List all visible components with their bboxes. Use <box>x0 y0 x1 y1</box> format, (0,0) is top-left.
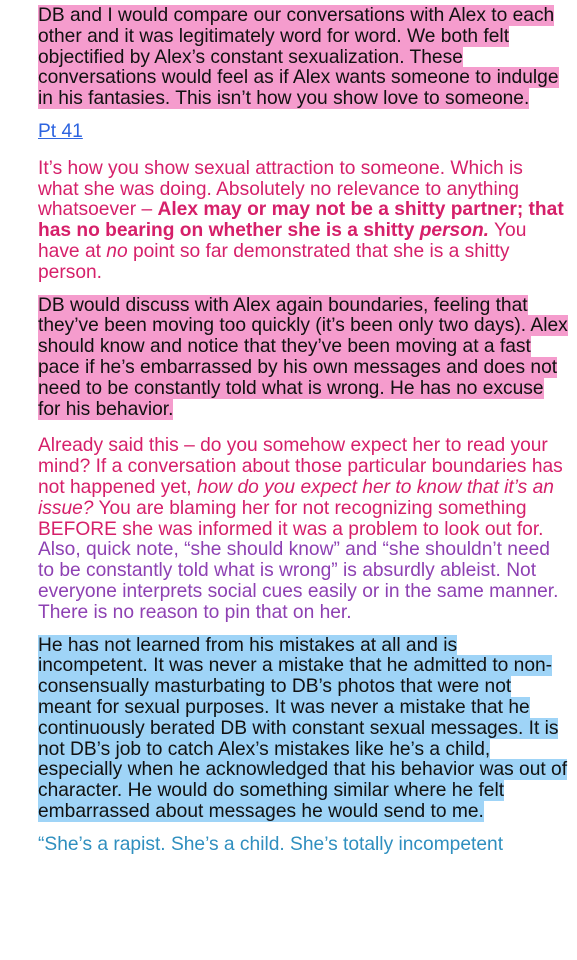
response-text: Already said this – do you somehow expect her to read your mind? If a conversation about those particular boundaries has not happened yet, <box>38 435 563 498</box>
response-bold-italic-text: person. <box>419 220 490 242</box>
response-text: point so far demonstrated that she is a shitty person. <box>38 240 510 283</box>
response-italic-text: no <box>106 240 128 262</box>
response-paragraph-2 <box>38 436 568 623</box>
response-purple-text: Also, quick note, “she should know” and “she shouldn’t need to be constantly told what is wrong” is absurdly ableist. Not everyone interprets social cues easily or in the same manner. There is no reason to pin that on her. <box>38 539 559 623</box>
highlighted-text: DB and I would compare our conversations with Alex to each other and it was legitimately word for word. We both felt objectified by Alex’s constant sexualization. These conversations would feel as if Alex wants someone to indulge in his fantasies. This isn’t how you show love to someone. <box>38 5 559 110</box>
response-bold-text: Alex may or may not be a shitty partner; that has no bearing on whether she is a shitty <box>38 199 564 242</box>
response-paragraph-1 <box>38 159 568 284</box>
response-paragraph-3 <box>38 835 568 856</box>
highlighted-text: DB would discuss with Alex again boundaries, feeling that they’ve been moving too quickly (it’s been only two days). Alex should know and notice that they’ve been moving at a fast pace if he’s embarrassed by his own messages and does not need to be constantly told what is wrong. He has no excuse for his behavior. <box>38 294 568 420</box>
response-text: It’s how you show sexual attraction to someone. Which is what she was doing. Absolutely no relevance to anything whatsoever – <box>38 157 523 221</box>
quoted-paragraph-1 <box>38 6 568 110</box>
highlighted-text: He has not learned from his mistakes at all and is incompetent. It was never a mistake that he admitted to non-consensually masturbating to DB’s photos that were not meant for sexual purposes. It was never a mistake that he continuously berated DB with constant sexual messages. It is not DB’s job to catch Alex’s mistakes like he’s a child, especially when he acknowledged that his behavior was out of character. He would do something similar where he felt embarrassed about messages he would send to me. <box>38 634 568 822</box>
part-link[interactable]: Pt 41 <box>38 120 83 142</box>
response-text: You have at <box>38 220 527 262</box>
response-text: You are blaming her for not recognizing something BEFORE she was informed it was a problem to look out for. <box>38 497 544 540</box>
document-page <box>38 6 568 855</box>
quoted-paragraph-2 <box>38 296 568 421</box>
quoted-paragraph-3 <box>38 636 568 823</box>
response-text: “She’s a rapist. She’s a child. She’s totally incompetent <box>38 833 504 855</box>
response-italic-text: how do you expect her to know that it’s an issue? <box>38 476 554 519</box>
